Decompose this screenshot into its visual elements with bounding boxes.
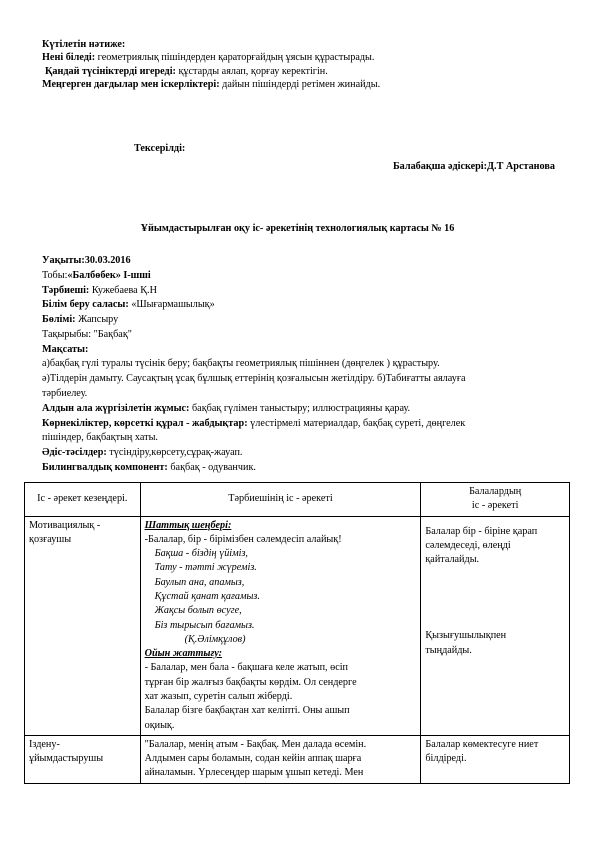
- header-stages: Іс - әрекет кезеңдері.: [25, 483, 141, 517]
- teacher-intro: -Балалар, бір - бірімізбен сәлемдесіп алайық!: [144, 533, 342, 545]
- game-heading: Ойын жаттығу:: [144, 648, 223, 660]
- materials-value: үлестірмелі материалдар, бақбақ суреті, дөңгелек: [247, 417, 466, 429]
- poem-line: Құстай қанат қағамыз.: [154, 590, 260, 602]
- materials-line-2: пішіндер, бақбақтың хаты.: [42, 432, 158, 444]
- goal-line-1: а)бақбақ гүлі туралы түсінік беру; бақбақты геометриялық пішіннен (дөңгелек ) құрастыру.: [42, 358, 440, 370]
- results-block: [42, 38, 380, 91]
- methods-line: [42, 446, 466, 461]
- circle-heading: Шаттық шеңбері:: [144, 519, 232, 531]
- header-children-line-1: Балалардың: [469, 486, 522, 497]
- section-line: [42, 313, 466, 328]
- bilingual-value: бақбақ - одуванчик.: [167, 461, 256, 473]
- children-text-line: Балалар бір - біріне қарап: [425, 525, 538, 537]
- topic-line: [42, 328, 466, 343]
- teacher-text-line: "Балалар, менің атым - Бақбақ. Мен далада өсемін.: [144, 738, 367, 750]
- poem-line: Бақша - біздің үйіміз,: [154, 548, 248, 560]
- teacher-text-line: айналамын. Үрлесеңдер шарым ұшып кетеді. Мен: [144, 767, 364, 779]
- skills-label: Меңгерген дағдылар мен іскерліктері:: [42, 78, 220, 90]
- topic-value: "Бақбақ": [91, 328, 132, 340]
- children-text-line: білдіреді.: [425, 753, 467, 765]
- section-label: Бөлімі:: [42, 314, 76, 326]
- teacher-text-line: оқиық.: [144, 719, 175, 731]
- ideas-label: Қандай түсініктерді игереді:: [45, 65, 176, 77]
- date-line: Уақыты:30.03.2016: [42, 255, 131, 266]
- bilingual-label: Билингвалдық компонент:: [42, 461, 168, 473]
- area-value: «Шығармашылық»: [128, 299, 215, 311]
- children-text-line: Қызығушылықпен: [425, 630, 507, 642]
- stage-line: ұйымдастырушы: [29, 753, 104, 765]
- poem-line: Баулып ана, апамыз,: [154, 576, 245, 588]
- table-row: [25, 735, 570, 783]
- stage-line: Іздену-: [29, 738, 60, 750]
- header-children: [421, 483, 570, 517]
- info-block: [42, 254, 466, 476]
- stage-cell: Мотивациялық - қозғаушы: [25, 516, 141, 735]
- table-header-row: [25, 483, 570, 517]
- poem-author: (Қ.Әлімқұлов): [184, 633, 246, 645]
- table-row: [25, 516, 570, 735]
- poem-line: Жақсы болып өсуге,: [154, 605, 242, 617]
- results-skills: [42, 78, 380, 91]
- goal-line-3: тәрбиелеу.: [42, 388, 88, 400]
- area-label: Білім беру саласы:: [42, 299, 129, 311]
- teacher-label: Тәрбиеші:: [42, 284, 90, 296]
- teacher-cell: [140, 516, 421, 735]
- header-children-line-2: іс - әрекеті: [471, 500, 519, 512]
- children-text-line: тыңдайды.: [425, 644, 472, 656]
- group-label: Тобы:: [42, 269, 68, 281]
- area-line: [42, 298, 466, 313]
- stage-cell: [25, 735, 141, 783]
- children-text-line: сәлемдеседі, өлеңді: [425, 539, 511, 551]
- teacher-text-line: хат жазып, суретін салып жіберді.: [144, 690, 293, 702]
- teacher-line: [42, 284, 466, 299]
- children-cell: [421, 516, 570, 735]
- section-value: Жапсыру: [75, 314, 119, 326]
- poem-line: Тату - тәтті жүреміз.: [154, 562, 257, 574]
- results-knows: [42, 51, 380, 64]
- group-value: «Балбөбек» I-шші: [67, 269, 151, 281]
- bilingual-line: [42, 461, 466, 476]
- topic-label: Тақырыбы:: [42, 328, 92, 340]
- prelim-value: бақбақ гүлімен таныстыру; иллюстрацияны қарау.: [189, 402, 411, 414]
- ideas-text: құстарды аялап, қорғау керектігін.: [175, 65, 328, 77]
- poem-line: Біз тырысып бағамыз.: [154, 619, 255, 631]
- teacher-text-line: Алдымен сары боламын, содан кейін аппақ шарға: [144, 753, 362, 765]
- methods-value: түсіндіру,көрсету,сұрақ-жауап.: [106, 447, 243, 459]
- lesson-plan-table: [24, 482, 570, 784]
- materials-line: [42, 417, 466, 432]
- checked-label: Тексерілді:: [134, 143, 186, 154]
- goal-line-2: ә)Тілдерін дамыту. Саусақтың ұсақ бұлшық еттерінің қозғалысын жетілдіру. б)Табиғатты аялауға: [42, 373, 466, 385]
- children-text-line: қайталайды.: [425, 554, 480, 566]
- prelim-line: [42, 402, 466, 417]
- skills-text: дайын пішіндерді ретімен жинайды.: [219, 78, 381, 90]
- materials-label: Көрнекіліктер, көрсеткі құрал - жабдықтар:: [42, 417, 248, 429]
- results-heading: Күтілетін нәтиже:: [42, 39, 126, 50]
- children-text-line: Балалар көмектесуге ниет: [425, 738, 539, 750]
- results-ideas: [42, 65, 380, 78]
- teacher-value: Кужебаева Қ.Н: [89, 284, 157, 296]
- methods-label: Әдіс-тәсілдер:: [42, 447, 107, 459]
- header-teacher: Тәрбиешінің іс - әрекеті: [140, 483, 421, 517]
- teacher-text-line: - Балалар, мен бала - бақшаға келе жатып, өсіп: [144, 662, 349, 674]
- goal-label: Мақсаты:: [42, 343, 89, 355]
- prelim-label: Алдын ала жүргізілетін жұмыс:: [42, 402, 190, 414]
- group-line: [42, 269, 466, 284]
- teacher-text-line: тұрған бір жалғыз бақбақты көрдім. Ол сендерге: [144, 676, 357, 688]
- document-title: Ұйымдастырылған оқу іс- әрекетінің технологиялық картасы № 16: [140, 223, 455, 234]
- children-cell: [421, 735, 570, 783]
- methodist-signature: Балабақша әдіскері:Д.Т Арстанова: [392, 161, 555, 172]
- knows-label: Нені біледі:: [42, 52, 96, 64]
- teacher-text-line: Балалар бізге бақбақтан хат келіпті. Оны ашып: [144, 705, 350, 717]
- knows-text: геометриялық пішіндерден қараторғайдың ұясын құрастырады.: [95, 52, 375, 64]
- teacher-cell: [140, 735, 421, 783]
